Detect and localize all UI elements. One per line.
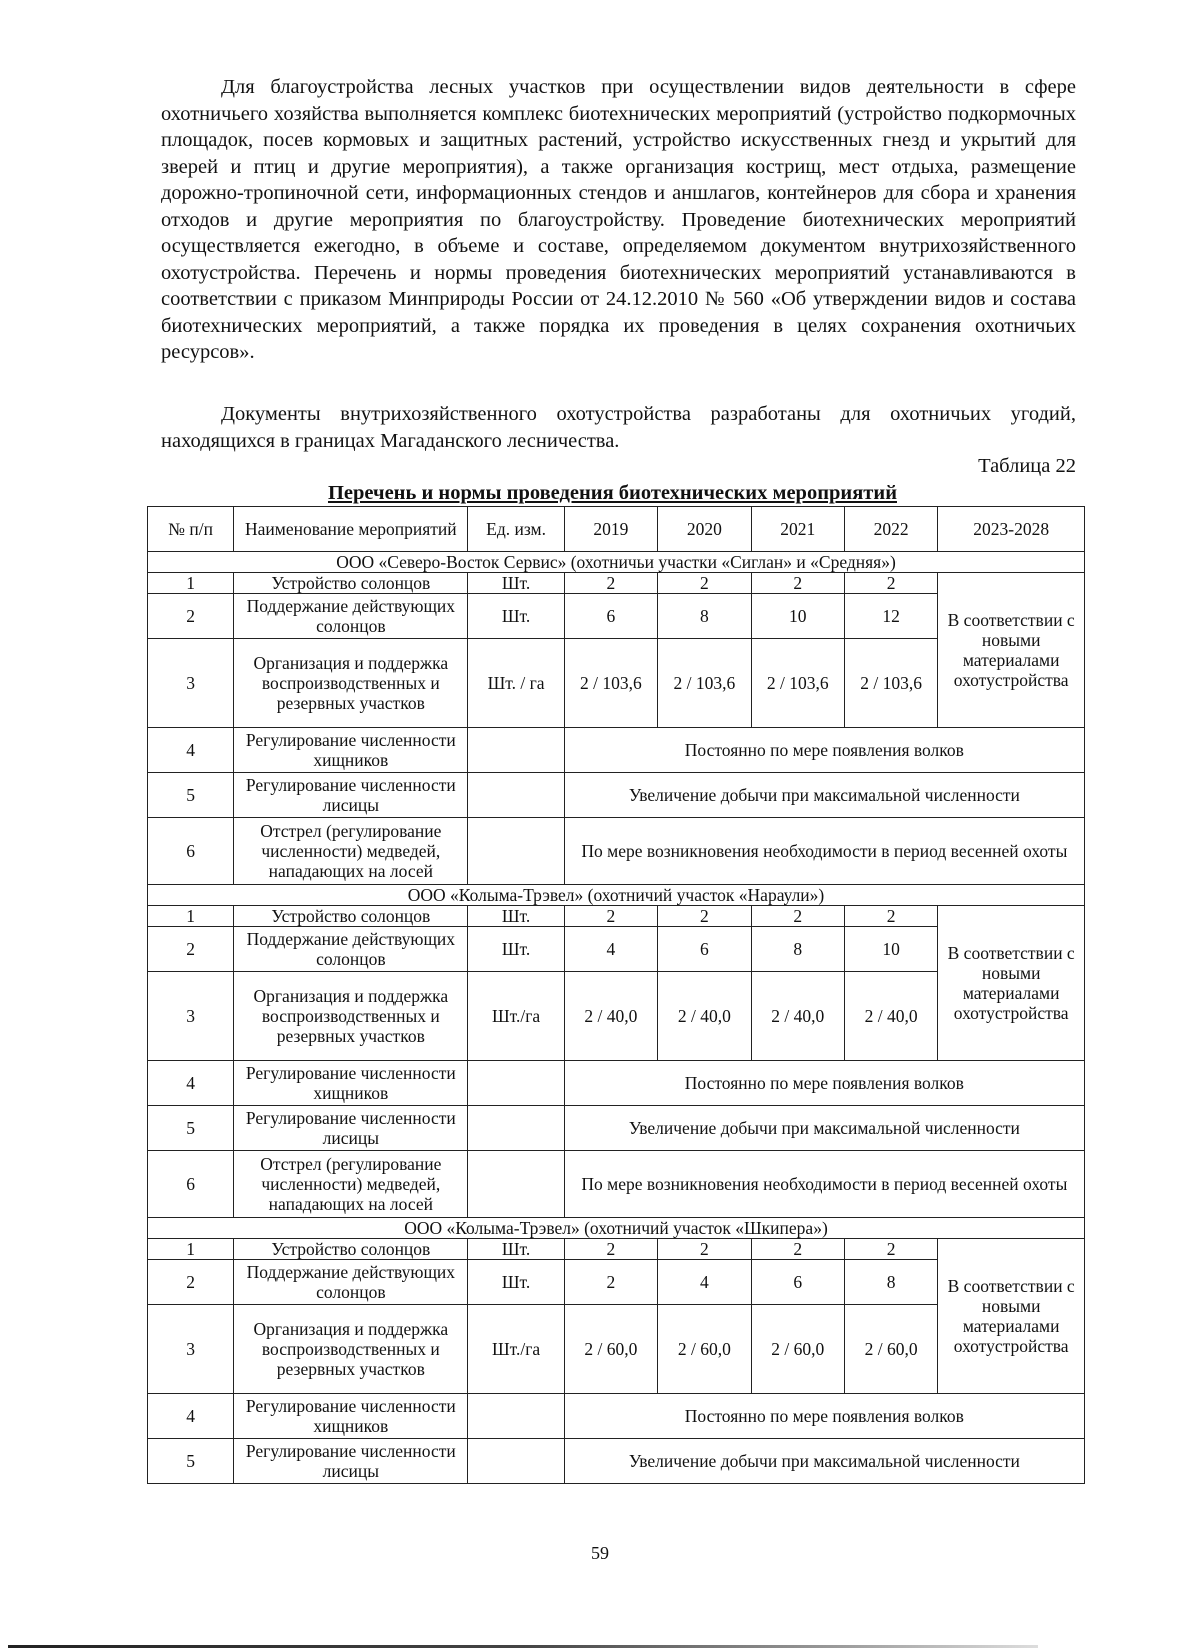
cell-unit: [468, 1061, 564, 1106]
cell-2020: 2 / 60,0: [658, 1305, 751, 1394]
cell-name: Регулирование численности лисицы: [234, 1439, 468, 1484]
cell-merged-note: По мере возникновения необходимости в период весенней охоты: [564, 818, 1084, 885]
cell-unit: [468, 818, 564, 885]
cell-2021: 2: [751, 573, 844, 594]
header-2022: 2022: [844, 507, 937, 552]
cell-num: 1: [148, 906, 234, 927]
cell-2019: 2: [564, 1239, 657, 1260]
cell-unit: Шт.: [468, 594, 564, 639]
cell-2021: 2 / 40,0: [751, 972, 844, 1061]
cell-name: Регулирование численности лисицы: [234, 1106, 468, 1151]
paragraph-biotech-measures: Для благоустройства лесных участков при осуществлении видов деятельности в сфере охотничьего хозяйства выполняется комплекс биотехнических мероприятий (устройство подкормочных площадок, посев кормовых и защитных растений, устройство искусственных гнезд и укрытий для зверей и птиц и другие мероприятия), а также организация кострищ, мест отдыха, размещение дорожно-тропиночной сети, информационных стендов и аншлагов, контейнеров для сбора и хранения отходов и другие мероприятия по благоустройству. Проведение биотехнических мероприятий осуществляется ежегодно, в объеме и составе, определяемом документом внутрихозяйственного охотустройства. Перечень и нормы проведения биотехнических мероприятий устанавливаются в соответствии с приказом Минприроды России от 24.12.2010 № 560 «Об утверждении видов и состава биотехнических мероприятий, а также порядка их проведения в целях сохранения охотничьих ресурсов».: [161, 76, 1076, 363]
cell-num: 4: [148, 1394, 234, 1439]
cell-name: Отстрел (регулирование численности) медведей, нападающих на лосей: [234, 1151, 468, 1218]
table-row: [148, 573, 1085, 594]
paragraph-hunting-documents: Документы внутрихозяйственного охотустройства разработаны для охотничьих угодий, находящихся в границах Магаданского лесничества.: [161, 403, 1076, 452]
header-2021: 2021: [751, 507, 844, 552]
body-text-block: [161, 74, 1076, 366]
header-num: № п/п: [148, 507, 234, 552]
body-text-block-2: [161, 401, 1076, 454]
group-title: ООО «Колыма-Трэвел» (охотничий участок «Нараули»): [148, 885, 1085, 906]
cell-unit: Шт.: [468, 927, 564, 972]
cell-unit: Шт.: [468, 906, 564, 927]
cell-name: Регулирование численности лисицы: [234, 773, 468, 818]
cell-num: 4: [148, 728, 234, 773]
table-row: [148, 1151, 1085, 1218]
cell-future-note: В соответствии с новыми материалами охотустройства: [938, 1239, 1085, 1394]
cell-unit: Шт.: [468, 573, 564, 594]
cell-num: 2: [148, 594, 234, 639]
cell-2022: 2: [844, 1239, 937, 1260]
page-number: 59: [591, 1543, 609, 1563]
cell-2020: 8: [658, 594, 751, 639]
cell-2020: 2 / 103,6: [658, 639, 751, 728]
table-row: [148, 773, 1085, 818]
cell-2022: 10: [844, 927, 937, 972]
cell-num: 2: [148, 1260, 234, 1305]
cell-unit: Шт./га: [468, 1305, 564, 1394]
cell-2022: 2 / 40,0: [844, 972, 937, 1061]
table-row: [148, 1239, 1085, 1260]
cell-unit: [468, 773, 564, 818]
cell-2020: 2: [658, 573, 751, 594]
cell-name: Организация и поддержка воспроизводственных и резервных участков: [234, 1305, 468, 1394]
cell-future-note: В соответствии с новыми материалами охотустройства: [938, 573, 1085, 728]
cell-unit: [468, 1394, 564, 1439]
cell-name: Поддержание действующих солонцов: [234, 594, 468, 639]
cell-num: 6: [148, 818, 234, 885]
cell-unit: Шт.: [468, 1260, 564, 1305]
header-name: Наименование мероприятий: [234, 507, 468, 552]
scan-edge-line: [8, 1645, 1038, 1648]
cell-2021: 6: [751, 1260, 844, 1305]
cell-2019: 2: [564, 1260, 657, 1305]
cell-merged-note: Постоянно по мере появления волков: [564, 728, 1084, 773]
group-row: [148, 552, 1085, 573]
table-row: [148, 906, 1085, 927]
cell-merged-note: Увеличение добычи при максимальной численности: [564, 773, 1084, 818]
biotech-measures-table: [147, 506, 1085, 1484]
group-row: [148, 1218, 1085, 1239]
cell-merged-note: Увеличение добычи при максимальной численности: [564, 1106, 1084, 1151]
table-row: [148, 728, 1085, 773]
cell-2022: 8: [844, 1260, 937, 1305]
cell-name: Регулирование численности хищников: [234, 1394, 468, 1439]
cell-2019: 2 / 40,0: [564, 972, 657, 1061]
cell-2022: 2 / 103,6: [844, 639, 937, 728]
cell-unit: Шт./га: [468, 972, 564, 1061]
cell-2022: 2: [844, 906, 937, 927]
cell-2021: 2 / 60,0: [751, 1305, 844, 1394]
cell-unit: [468, 728, 564, 773]
cell-2021: 2: [751, 906, 844, 927]
cell-2021: 2: [751, 1239, 844, 1260]
cell-name: Регулирование численности хищников: [234, 1061, 468, 1106]
cell-2022: 2 / 60,0: [844, 1305, 937, 1394]
cell-2022: 2: [844, 573, 937, 594]
cell-name: Регулирование численности хищников: [234, 728, 468, 773]
cell-num: 1: [148, 573, 234, 594]
cell-num: 2: [148, 927, 234, 972]
cell-num: 5: [148, 1106, 234, 1151]
table-row: [148, 1394, 1085, 1439]
cell-name: Поддержание действующих солонцов: [234, 1260, 468, 1305]
cell-name: Организация и поддержка воспроизводственных и резервных участков: [234, 639, 468, 728]
table-title: Перечень и нормы проведения биотехнических мероприятий: [327, 482, 897, 504]
cell-2022: 12: [844, 594, 937, 639]
cell-num: 5: [148, 773, 234, 818]
group-title: ООО «Северо-Восток Сервис» (охотничьи участки «Сиглан» и «Средняя»): [148, 552, 1085, 573]
cell-num: 3: [148, 639, 234, 728]
cell-unit: Шт.: [468, 1239, 564, 1260]
cell-num: 4: [148, 1061, 234, 1106]
cell-merged-note: Постоянно по мере появления волков: [564, 1394, 1084, 1439]
cell-num: 5: [148, 1439, 234, 1484]
table-header-row: [148, 507, 1085, 552]
cell-2020: 2 / 40,0: [658, 972, 751, 1061]
cell-2020: 2: [658, 906, 751, 927]
cell-name: Устройство солонцов: [234, 573, 468, 594]
cell-num: 6: [148, 1151, 234, 1218]
header-2019: 2019: [564, 507, 657, 552]
header-unit: Ед. изм.: [468, 507, 564, 552]
cell-merged-note: Постоянно по мере появления волков: [564, 1061, 1084, 1106]
cell-num: 1: [148, 1239, 234, 1260]
group-title: ООО «Колыма-Трэвел» (охотничий участок «Шкипера»): [148, 1218, 1085, 1239]
cell-2019: 2: [564, 906, 657, 927]
cell-unit: [468, 1439, 564, 1484]
cell-merged-note: По мере возникновения необходимости в период весенней охоты: [564, 1151, 1084, 1218]
cell-2019: 2: [564, 573, 657, 594]
cell-name: Устройство солонцов: [234, 906, 468, 927]
table-row: [148, 1061, 1085, 1106]
cell-2021: 8: [751, 927, 844, 972]
cell-2019: 6: [564, 594, 657, 639]
table-label: Таблица 22: [978, 455, 1076, 477]
cell-name: Устройство солонцов: [234, 1239, 468, 1260]
cell-unit: Шт. / га: [468, 639, 564, 728]
header-2023-2028: 2023-2028: [938, 507, 1085, 552]
table-row: [148, 1439, 1085, 1484]
table-row: [148, 1106, 1085, 1151]
cell-2019: 4: [564, 927, 657, 972]
cell-future-note: В соответствии с новыми материалами охотустройства: [938, 906, 1085, 1061]
cell-name: Отстрел (регулирование численности) медведей, нападающих на лосей: [234, 818, 468, 885]
header-2020: 2020: [658, 507, 751, 552]
cell-2020: 6: [658, 927, 751, 972]
cell-name: Поддержание действующих солонцов: [234, 927, 468, 972]
table-row: [148, 818, 1085, 885]
cell-2021: 2 / 103,6: [751, 639, 844, 728]
cell-num: 3: [148, 972, 234, 1061]
cell-name: Организация и поддержка воспроизводственных и резервных участков: [234, 972, 468, 1061]
cell-unit: [468, 1151, 564, 1218]
cell-2019: 2 / 103,6: [564, 639, 657, 728]
cell-2020: 4: [658, 1260, 751, 1305]
cell-merged-note: Увеличение добычи при максимальной численности: [564, 1439, 1084, 1484]
cell-unit: [468, 1106, 564, 1151]
group-row: [148, 885, 1085, 906]
cell-2020: 2: [658, 1239, 751, 1260]
cell-2019: 2 / 60,0: [564, 1305, 657, 1394]
cell-num: 3: [148, 1305, 234, 1394]
cell-2021: 10: [751, 594, 844, 639]
